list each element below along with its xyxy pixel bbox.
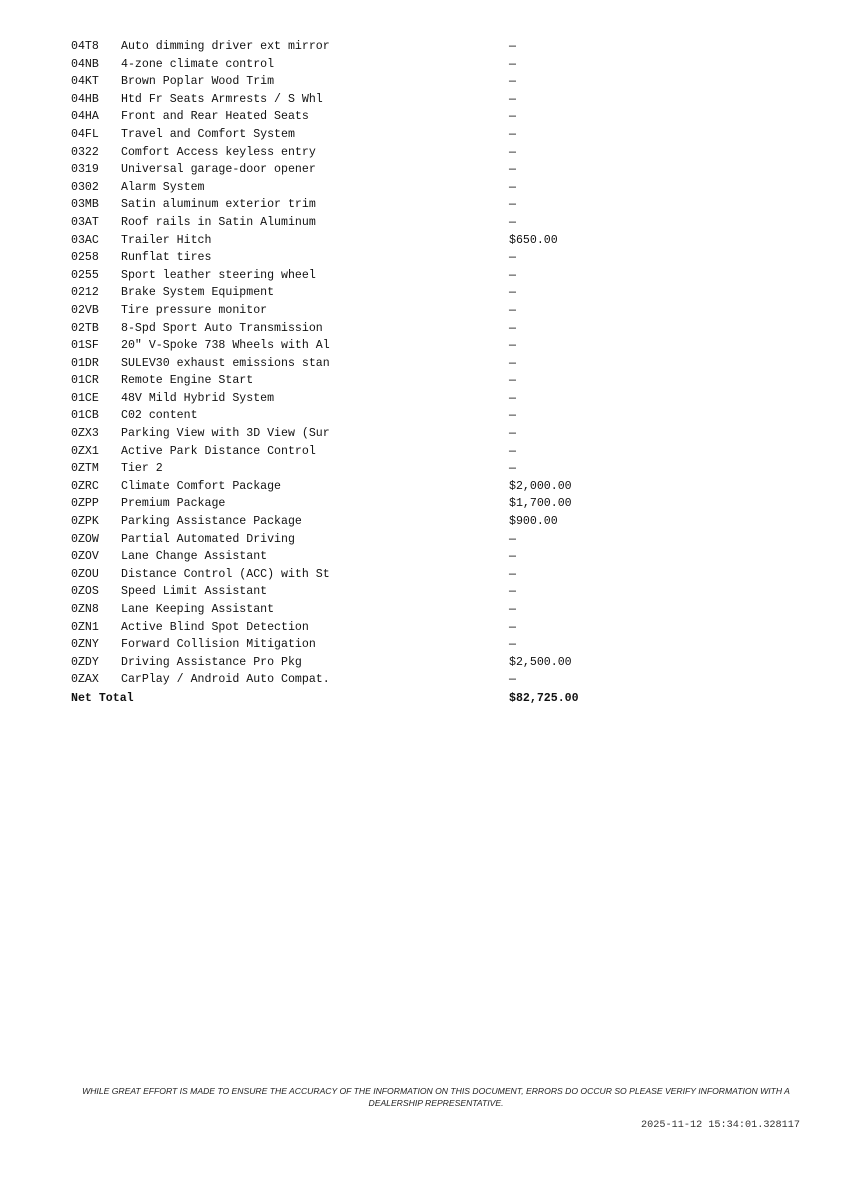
net-total-value: $82,725.00 bbox=[509, 691, 579, 705]
option-price: $900.00 bbox=[509, 515, 558, 529]
option-row bbox=[71, 355, 629, 373]
option-code: 03AC bbox=[71, 233, 99, 247]
option-description: Speed Limit Assistant bbox=[121, 585, 268, 599]
option-price: — bbox=[509, 57, 516, 71]
option-code: 0ZPK bbox=[71, 515, 99, 529]
option-row bbox=[71, 478, 629, 496]
option-price: — bbox=[509, 215, 516, 229]
options-list bbox=[71, 38, 629, 689]
option-description: 4-zone climate control bbox=[121, 57, 275, 71]
option-code: 0255 bbox=[71, 268, 99, 282]
option-code: 0322 bbox=[71, 145, 99, 159]
option-price: — bbox=[509, 356, 516, 370]
option-description: Partial Automated Driving bbox=[121, 532, 295, 546]
option-row bbox=[71, 249, 629, 267]
options-table bbox=[71, 38, 629, 708]
option-description: Premium Package bbox=[121, 497, 226, 511]
option-code: 01CR bbox=[71, 374, 99, 388]
option-row bbox=[71, 601, 629, 619]
option-row bbox=[71, 126, 629, 144]
option-price: $1,700.00 bbox=[509, 497, 572, 511]
option-price: — bbox=[509, 251, 516, 265]
option-code: 0ZOV bbox=[71, 550, 99, 564]
totals-section bbox=[71, 689, 629, 708]
option-row bbox=[71, 531, 629, 549]
option-price: — bbox=[509, 180, 516, 194]
option-price: — bbox=[509, 409, 516, 423]
option-row bbox=[71, 73, 629, 91]
option-code: 04HB bbox=[71, 92, 99, 106]
option-description: Brake System Equipment bbox=[121, 286, 275, 300]
option-row bbox=[71, 196, 629, 214]
option-description: Sport leather steering wheel bbox=[121, 268, 316, 282]
option-row bbox=[71, 56, 629, 74]
option-description: Tire pressure monitor bbox=[121, 303, 268, 317]
option-price: — bbox=[509, 268, 516, 282]
option-row bbox=[71, 337, 629, 355]
option-description: Forward Collision Mitigation bbox=[121, 638, 316, 652]
option-row bbox=[71, 583, 629, 601]
option-description: Parking Assistance Package bbox=[121, 515, 302, 529]
option-price: — bbox=[509, 145, 516, 159]
option-code: 04KT bbox=[71, 75, 99, 89]
option-code: 01DR bbox=[71, 356, 99, 370]
option-row bbox=[71, 179, 629, 197]
option-description: Lane Change Assistant bbox=[121, 550, 268, 564]
option-description: Trailer Hitch bbox=[121, 233, 212, 247]
option-price: — bbox=[509, 163, 516, 177]
option-row bbox=[71, 214, 629, 232]
option-description: Roof rails in Satin Aluminum bbox=[121, 215, 316, 229]
option-description: Runflat tires bbox=[121, 251, 212, 265]
option-price: $650.00 bbox=[509, 233, 558, 247]
option-code: 0ZX1 bbox=[71, 444, 99, 458]
option-code: 0ZOW bbox=[71, 532, 99, 546]
option-row bbox=[71, 232, 629, 250]
option-price: — bbox=[509, 603, 516, 616]
option-description: 20" V-Spoke 738 Wheels with Al bbox=[121, 339, 330, 353]
disclaimer-text: WHILE GREAT EFFORT IS MADE TO ENSURE THE ACCURACY OF THE INFORMATION ON THIS DOCUMENT, ERRORS DO OCCUR SO PLEASE VERIFY INFORMATION WITH A DEALERSHIP REPRESENTATIVE. bbox=[82, 1086, 790, 1108]
option-description: 48V Mild Hybrid System bbox=[121, 391, 275, 405]
option-description: SULEV30 exhaust emissions stan bbox=[121, 356, 330, 370]
option-description: Remote Engine Start bbox=[121, 374, 254, 388]
option-price: — bbox=[509, 567, 516, 581]
option-price: — bbox=[509, 532, 516, 546]
option-price: — bbox=[509, 374, 516, 388]
option-row bbox=[71, 425, 629, 443]
option-price: — bbox=[509, 638, 516, 652]
option-description: Driving Assistance Pro Pkg bbox=[121, 655, 302, 669]
option-description: Universal garage-door opener bbox=[121, 163, 316, 177]
option-row bbox=[71, 513, 629, 531]
option-code: 0ZTM bbox=[71, 462, 99, 476]
net-total-row bbox=[71, 689, 629, 708]
option-description: Active Park Distance Control bbox=[121, 444, 316, 458]
option-description: Distance Control (ACC) with St bbox=[121, 567, 330, 581]
option-description: Alarm System bbox=[121, 180, 205, 194]
option-price: — bbox=[509, 550, 516, 564]
option-description: Travel and Comfort System bbox=[121, 127, 295, 141]
option-code: 0ZRC bbox=[71, 479, 99, 493]
option-price: — bbox=[509, 286, 516, 300]
option-row bbox=[71, 372, 629, 390]
option-description: C02 content bbox=[121, 409, 198, 423]
option-code: 0258 bbox=[71, 251, 99, 265]
option-row bbox=[71, 390, 629, 408]
option-code: 0ZDY bbox=[71, 655, 99, 669]
option-price: — bbox=[509, 462, 516, 476]
option-price: — bbox=[509, 110, 516, 124]
option-price: — bbox=[509, 673, 516, 687]
option-row bbox=[71, 460, 629, 478]
option-description: Lane Keeping Assistant bbox=[121, 603, 275, 616]
option-row bbox=[71, 108, 629, 126]
option-code: 01CB bbox=[71, 409, 99, 423]
option-row bbox=[71, 38, 629, 56]
option-row bbox=[71, 284, 629, 302]
option-price: $2,500.00 bbox=[509, 655, 572, 669]
option-description: Brown Poplar Wood Trim bbox=[121, 75, 275, 89]
option-row bbox=[71, 144, 629, 162]
option-price: — bbox=[509, 92, 516, 106]
option-code: 02VB bbox=[71, 303, 99, 317]
option-row bbox=[71, 566, 629, 584]
option-description: Auto dimming driver ext mirror bbox=[121, 40, 330, 53]
option-price: — bbox=[509, 391, 516, 405]
option-code: 04FL bbox=[71, 127, 99, 141]
option-row bbox=[71, 671, 629, 689]
option-code: 02TB bbox=[71, 321, 99, 335]
option-description: CarPlay / Android Auto Compat. bbox=[121, 673, 330, 687]
option-price: — bbox=[509, 585, 516, 599]
option-code: 0302 bbox=[71, 180, 99, 194]
option-code: 0212 bbox=[71, 286, 99, 300]
option-description: Satin aluminum exterior trim bbox=[121, 198, 316, 212]
option-row bbox=[71, 636, 629, 654]
option-row bbox=[71, 302, 629, 320]
option-code: 04NB bbox=[71, 57, 99, 71]
option-price: — bbox=[509, 339, 516, 353]
option-price: — bbox=[509, 620, 516, 634]
timestamp: 2025-11-12 15:34:01.328117 bbox=[641, 1120, 800, 1131]
option-price: — bbox=[509, 427, 516, 441]
option-price: — bbox=[509, 127, 516, 141]
option-code: 01CE bbox=[71, 391, 99, 405]
option-row bbox=[71, 619, 629, 637]
option-price: — bbox=[509, 40, 516, 53]
option-row bbox=[71, 407, 629, 425]
option-code: 0319 bbox=[71, 163, 99, 177]
option-code: 0ZOS bbox=[71, 585, 99, 599]
option-price: $2,000.00 bbox=[509, 479, 572, 493]
option-code: 0ZPP bbox=[71, 497, 99, 511]
option-description: Htd Fr Seats Armrests / S Whl bbox=[121, 92, 323, 106]
option-row bbox=[71, 267, 629, 285]
option-description: 8-Spd Sport Auto Transmission bbox=[121, 321, 323, 335]
option-description: Front and Rear Heated Seats bbox=[121, 110, 309, 124]
option-code: 04T8 bbox=[71, 40, 99, 53]
option-description: Comfort Access keyless entry bbox=[121, 145, 316, 159]
option-code: 0ZN8 bbox=[71, 603, 99, 616]
option-code: 0ZAX bbox=[71, 673, 99, 687]
option-row bbox=[71, 548, 629, 566]
option-row bbox=[71, 495, 629, 513]
option-code: 03AT bbox=[71, 215, 99, 229]
option-code: 01SF bbox=[71, 339, 99, 353]
option-description: Climate Comfort Package bbox=[121, 479, 282, 493]
option-row bbox=[71, 654, 629, 672]
option-row bbox=[71, 320, 629, 338]
option-description: Tier 2 bbox=[121, 462, 163, 476]
option-price: — bbox=[509, 75, 516, 89]
net-total-label: Net Total bbox=[71, 691, 134, 705]
option-price: — bbox=[509, 321, 516, 335]
option-code: 04HA bbox=[71, 110, 99, 124]
option-row bbox=[71, 91, 629, 109]
option-price: — bbox=[509, 444, 516, 458]
option-code: 0ZN1 bbox=[71, 620, 99, 634]
option-code: 0ZX3 bbox=[71, 427, 99, 441]
option-description: Active Blind Spot Detection bbox=[121, 620, 309, 634]
option-code: 03MB bbox=[71, 198, 99, 212]
option-price: — bbox=[509, 198, 516, 212]
option-code: 0ZNY bbox=[71, 638, 99, 652]
option-description: Parking View with 3D View (Sur bbox=[121, 427, 330, 441]
option-price: — bbox=[509, 303, 516, 317]
option-code: 0ZOU bbox=[71, 567, 99, 581]
option-row bbox=[71, 443, 629, 461]
option-row bbox=[71, 161, 629, 179]
